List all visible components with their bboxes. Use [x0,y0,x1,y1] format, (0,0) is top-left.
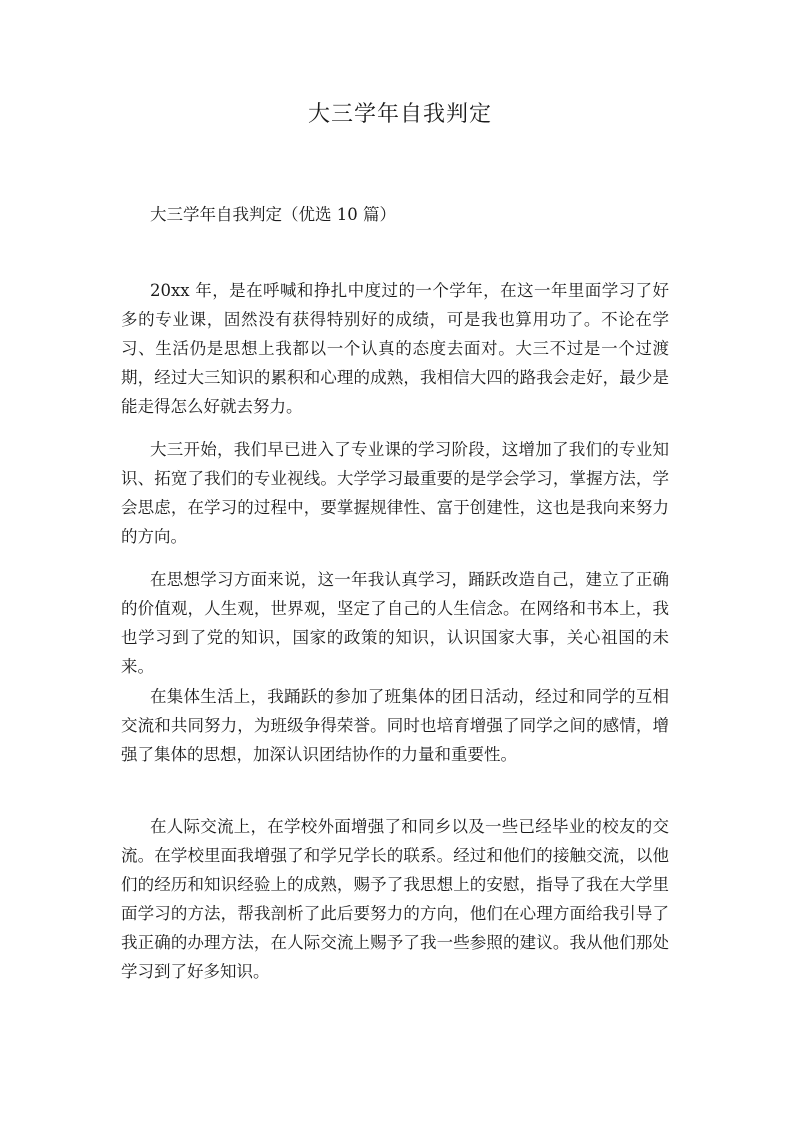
page-title: 大三学年自我判定 [307,102,492,127]
paragraph: 在集体生活上，我踊跃的参加了班集体的团日活动，经过和同学的互相交流和共同努力，为班级争得荣誉。同时也培育增强了同学之间的感情，增强了集体的思想，加深认识团结协作的力量和重要性。 [121,687,669,764]
paragraph: 在人际交流上，在学校外面增强了和同乡以及一些已经毕业的校友的交流。在学校里面我增强了和学兄学长的联系。经过和他们的接触交流，以他们的经历和知识经验上的成熟，赐予了我思想上的安慰，指导了我在大学里面学习的方法，帮我剖析了此后要努力的方向，他们在心理方面给我引导了我正确的办理方法，在人际交流上赐予了我一些参照的建议。我从他们那处学习到了好多知识。 [121,817,669,981]
paragraph: 20xx 年，是在呼喊和挣扎中度过的一个学年，在这一年里面学习了好多的专业课，固然没有获得特别好的成绩，可是我也算用功了。不论在学习、生活仍是思想上我都以一个认真的态度去面对。大三不过是一个过渡期，经过大三知识的累积和心理的成熟，我相信大四的路我会走好，最少是能走得怎么好就去努力。 [121,281,669,416]
document-subtitle: 大三学年自我判定（优选 10 篇） [150,205,396,224]
paragraph: 在思想学习方面来说，这一年我认真学习，踊跃改造自己，建立了正确的价值观，人生观，世界观，坚定了自己的人生信念。在网络和书本上，我也学习到了党的知识，国家的政策的知识，认识国家大事，关心祖国的未来。 [121,570,669,676]
paragraph: 大三开始，我们早已进入了专业课的学习阶段，这增加了我们的专业知识、拓宽了我们的专业视线。大学学习最重要的是学会学习，掌握方法，学会思虑，在学习的过程中，要掌握规律性、富于创建性，这也是我向来努力的方向。 [121,440,669,546]
